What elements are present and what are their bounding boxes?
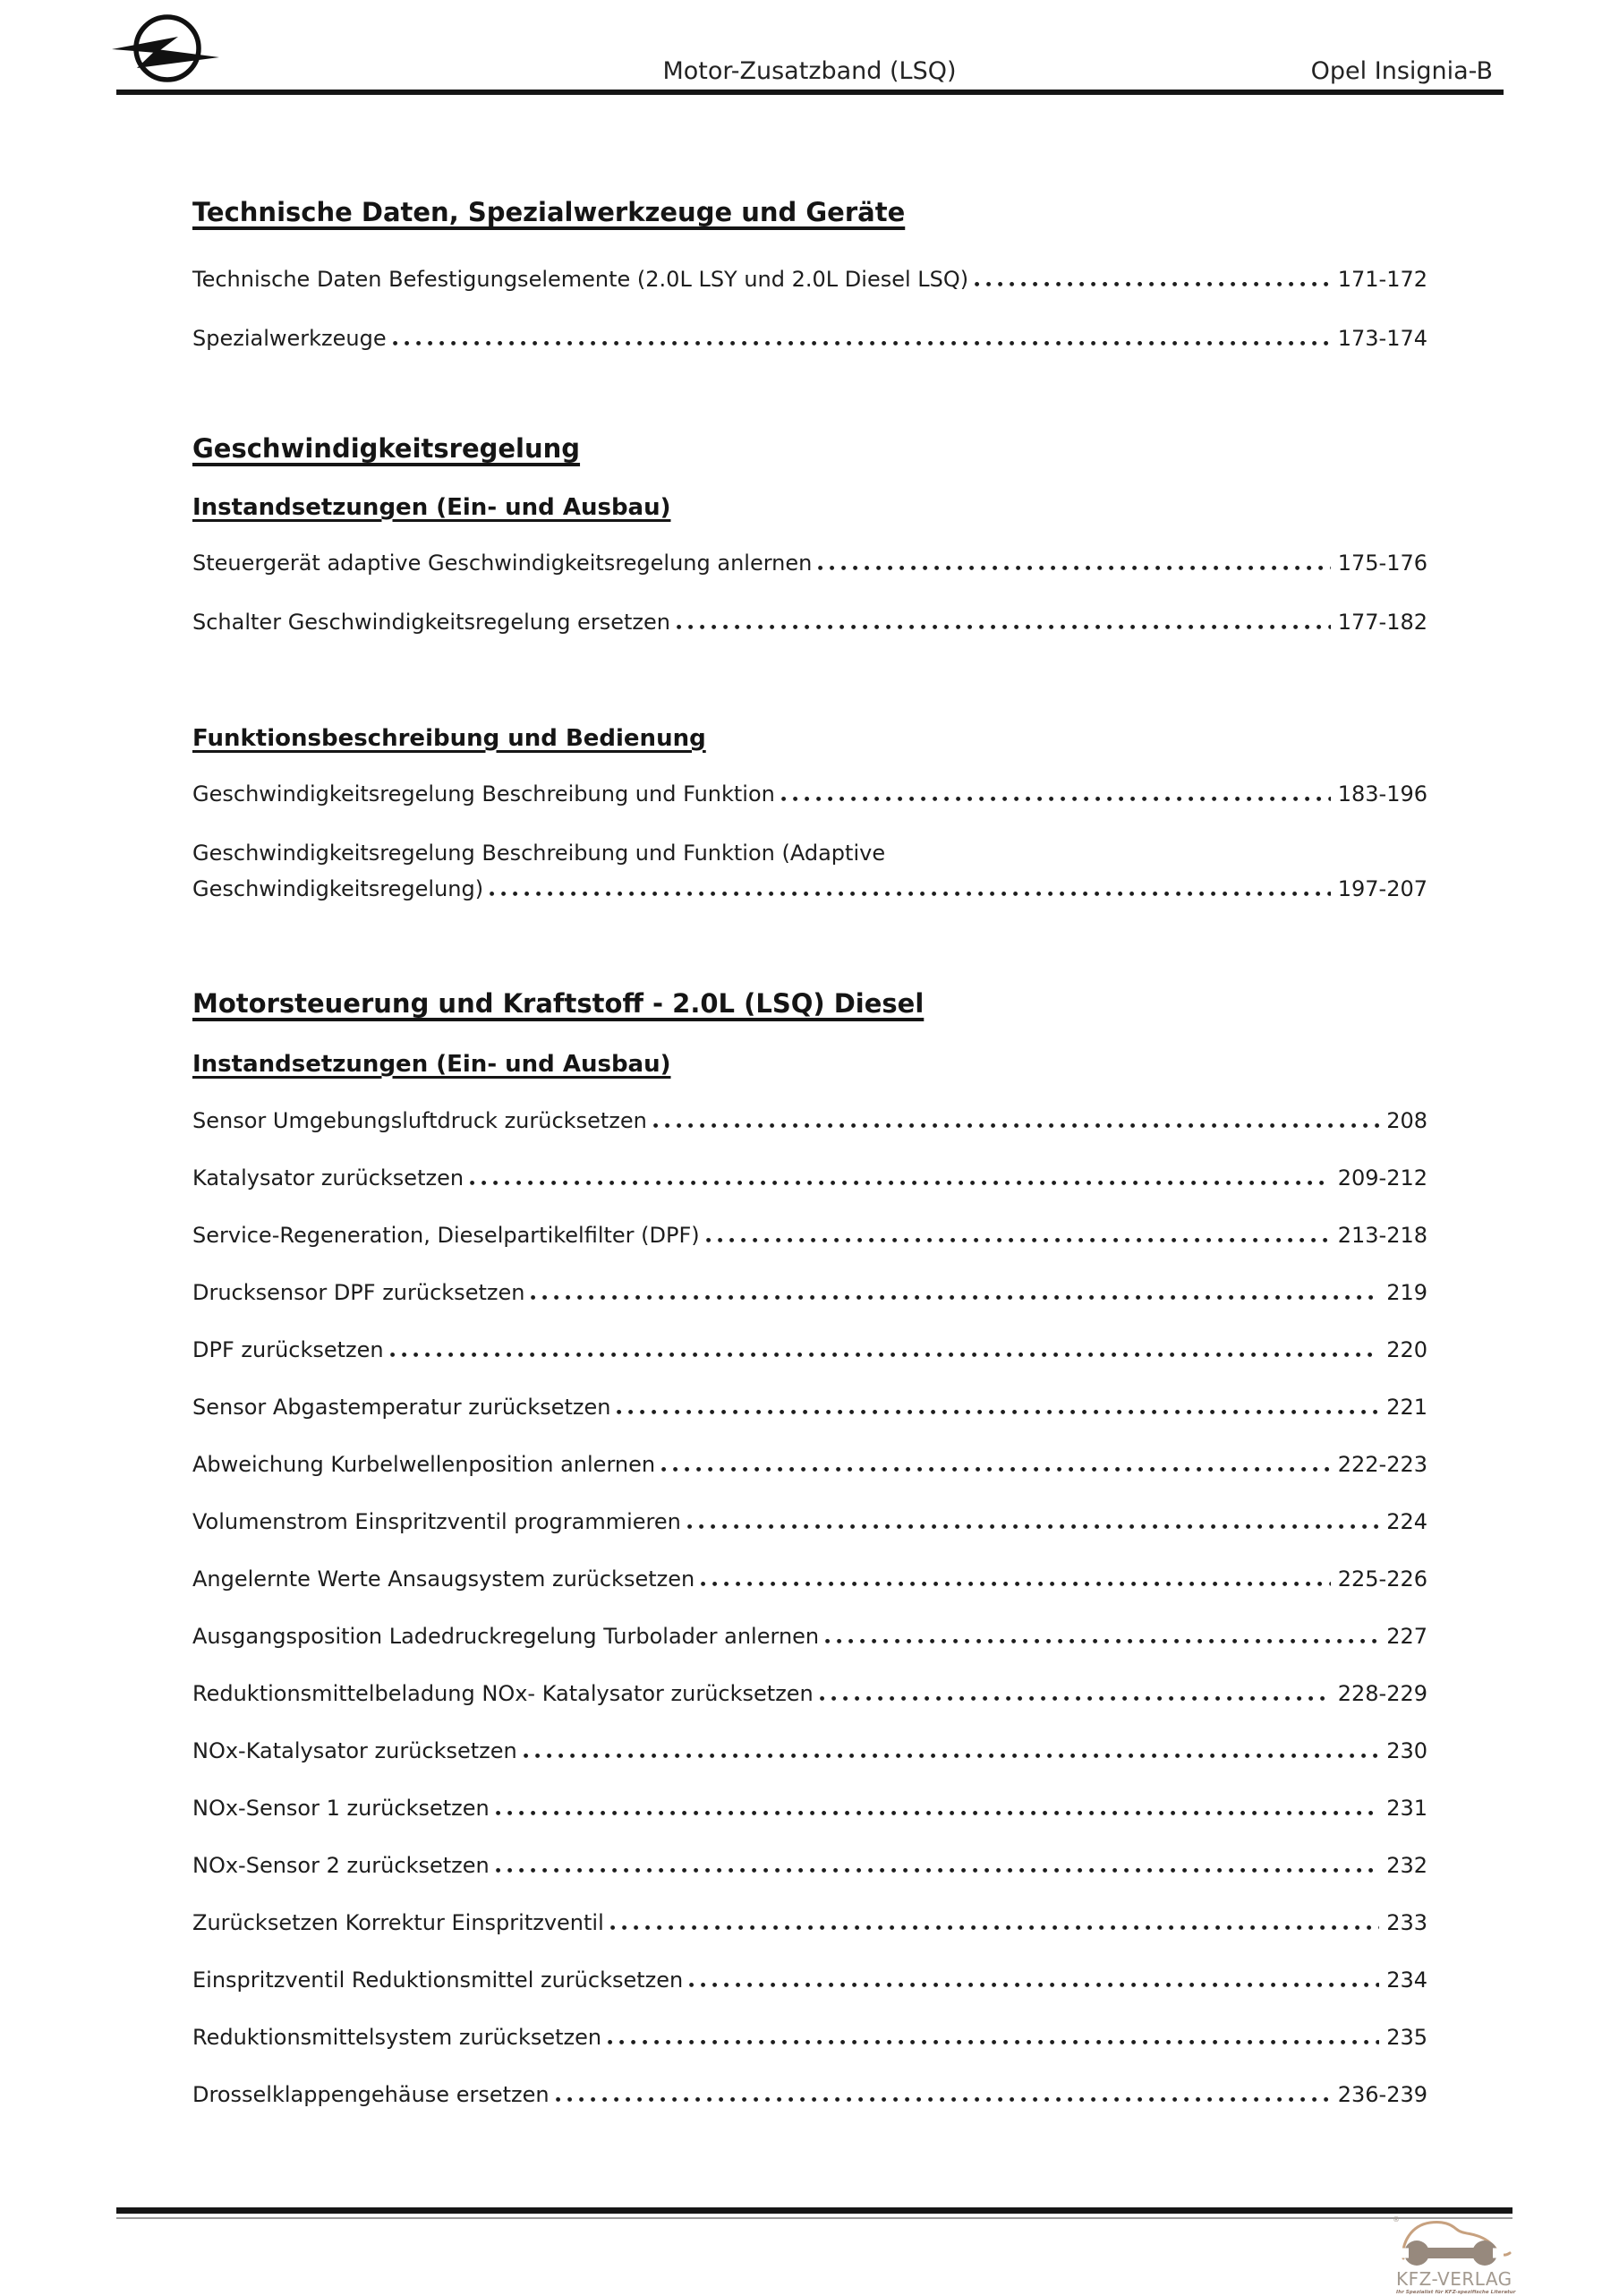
toc-entry-title: Einspritzventil Reduktionsmittel zurücksetzen [192, 1967, 684, 1993]
dot-leader [496, 1868, 1379, 1873]
toc-entry-pages: 235 [1386, 2025, 1427, 2050]
toc-entry-title: Steuergerät adaptive Geschwindigkeitsregelung anlernen [192, 551, 813, 576]
subsection-heading: Instandsetzungen (Ein- und Ausbau) [192, 494, 671, 521]
toc-entry-pages: 183-196 [1337, 781, 1427, 807]
toc-entry [192, 1336, 1427, 1364]
toc-entry-title: Spezialwerkzeuge [192, 326, 387, 351]
toc-entry-pages: 209-212 [1337, 1165, 1427, 1191]
toc-entry-pages: 175-176 [1337, 551, 1427, 576]
toc-entry-title: Abweichung Kurbelwellenposition anlernen [192, 1452, 656, 1477]
toc-entry-title: Reduktionsmittelbeladung NOx- Katalysator zurücksetzen [192, 1681, 814, 1706]
toc-entry-pages: 227 [1386, 1624, 1427, 1649]
dot-leader [818, 566, 1330, 570]
subsection-heading: Instandsetzungen (Ein- und Ausbau) [192, 1051, 671, 1078]
dot-leader [677, 625, 1331, 629]
dot-leader [825, 1639, 1379, 1643]
toc-entry-title: Geschwindigkeitsregelung Beschreibung und Funktion [192, 781, 775, 807]
section-heading: Geschwindigkeitsregelung [192, 433, 581, 464]
toc-entry-title: Technische Daten Befestigungselemente (2.0L LSY und 2.0L Diesel LSQ) [192, 267, 969, 292]
toc-entry-pages: 234 [1386, 1967, 1427, 1993]
toc-entry-pages: 224 [1386, 1509, 1427, 1534]
toc-entry-pages: 220 [1386, 1337, 1427, 1362]
dot-leader [470, 1181, 1331, 1185]
kfz-verlag-logo [1393, 2215, 1516, 2296]
toc-entry [192, 1565, 1427, 1593]
toc-entry-title: Katalysator zurücksetzen [192, 1165, 464, 1191]
toc-entry-title: Sensor Abgastemperatur zurücksetzen [192, 1395, 611, 1420]
header-rule [116, 90, 1504, 95]
toc-entry-title-line1: Geschwindigkeitsregelung Beschreibung und Funktion (Adaptive [192, 841, 886, 866]
toc-entry [192, 549, 1427, 577]
dot-leader [975, 282, 1331, 286]
dot-leader [781, 797, 1331, 801]
toc-entry-title: Reduktionsmittelsystem zurücksetzen [192, 2025, 602, 2050]
toc-entry [192, 839, 1427, 903]
toc-entry-title: Drucksensor DPF zurücksetzen [192, 1280, 525, 1305]
toc-entry [192, 1622, 1427, 1651]
table-of-contents [192, 195, 1427, 2138]
toc-entry-pages: 208 [1386, 1108, 1427, 1133]
dot-leader [689, 1983, 1379, 1987]
toc-entry [192, 1908, 1427, 1937]
toc-entry [192, 2023, 1427, 2052]
toc-entry-pages: 221 [1386, 1395, 1427, 1420]
toc-entry [192, 1966, 1427, 1994]
toc-entry-title: Volumenstrom Einspritzventil programmieren [192, 1509, 681, 1534]
toc-entry [192, 1679, 1427, 1708]
footer-rule [116, 2207, 1512, 2214]
toc-entry [192, 1106, 1427, 1135]
toc-entry [192, 1794, 1427, 1822]
toc-entry-pages: 236-239 [1337, 2082, 1427, 2107]
dot-leader [490, 892, 1331, 896]
toc-entry-title: NOx-Sensor 2 zurücksetzen [192, 1853, 490, 1878]
footer-rule-thin [116, 2217, 1512, 2219]
toc-entry-pages: 233 [1386, 1910, 1427, 1935]
car-wrench-icon [1396, 2217, 1512, 2267]
toc-entry-pages: 232 [1386, 1853, 1427, 1878]
toc-entry [192, 265, 1427, 294]
dot-leader [390, 1353, 1380, 1357]
toc-entry [192, 608, 1427, 636]
toc-entry-pages: 173-174 [1337, 326, 1427, 351]
toc-entry-pages: 197-207 [1337, 876, 1427, 901]
toc-entry [192, 1278, 1427, 1307]
toc-entry-title: Zurücksetzen Korrektur Einspritzventil [192, 1910, 604, 1935]
document-title: Motor-Zusatzband (LSQ) [662, 57, 957, 85]
dot-leader [661, 1467, 1331, 1472]
toc-entry-pages: 177-182 [1337, 610, 1427, 635]
kfz-verlag-wordmark: KFZ-VERLAG [1396, 2268, 1512, 2290]
toc-entry [192, 324, 1427, 353]
dot-leader [531, 1295, 1379, 1300]
toc-entry-title: Drosselklappengehäuse ersetzen [192, 2082, 550, 2107]
toc-entry [192, 1221, 1427, 1250]
toc-entry-pages: 228-229 [1337, 1681, 1427, 1706]
dot-leader [496, 1811, 1379, 1815]
dot-leader [687, 1524, 1379, 1529]
toc-entry-title: Sensor Umgebungsluftdruck zurücksetzen [192, 1108, 647, 1133]
dot-leader [524, 1754, 1379, 1758]
toc-entry-pages: 231 [1386, 1796, 1427, 1821]
toc-entry-title: Schalter Geschwindigkeitsregelung ersetzen [192, 610, 670, 635]
toc-entry [192, 1164, 1427, 1192]
vehicle-model-title: Opel Insignia-B [1310, 57, 1493, 85]
section-heading: Technische Daten, Spezialwerkzeuge und Geräte [192, 197, 906, 227]
toc-entry [192, 2080, 1427, 2109]
section-heading: Motorsteuerung und Kraftstoff - 2.0L (LSQ) Diesel [192, 988, 925, 1019]
toc-entry [192, 1507, 1427, 1536]
toc-entry-title: DPF zurücksetzen [192, 1337, 384, 1362]
kfz-verlag-tagline: Ihr Spezialist für KFZ-spezifische Literatur [1396, 2290, 1516, 2295]
toc-entry [192, 1450, 1427, 1479]
dot-leader [820, 1696, 1331, 1701]
toc-entry [192, 780, 1427, 808]
toc-entry [192, 1737, 1427, 1765]
toc-entry-title: NOx-Katalysator zurücksetzen [192, 1738, 517, 1763]
dot-leader [608, 2040, 1379, 2044]
registered-trademark-icon: ® [1393, 2215, 1400, 2223]
toc-entry [192, 1851, 1427, 1880]
toc-entry-pages: 222-223 [1337, 1452, 1427, 1477]
toc-entry-title: Angelernte Werte Ansaugsystem zurücksetzen [192, 1566, 695, 1592]
toc-entry-pages: 219 [1386, 1280, 1427, 1305]
toc-entry-pages: 230 [1386, 1738, 1427, 1763]
toc-entry-group [192, 1106, 1427, 2109]
dot-leader [701, 1582, 1331, 1586]
subsection-heading: Funktionsbeschreibung und Bedienung [192, 725, 706, 752]
toc-entry-pages: 213-218 [1337, 1223, 1427, 1248]
dot-leader [556, 2097, 1331, 2102]
toc-entry-title: NOx-Sensor 1 zurücksetzen [192, 1796, 490, 1821]
toc-entry-pages: 225-226 [1337, 1566, 1427, 1592]
dot-leader [653, 1123, 1379, 1128]
dot-leader [706, 1238, 1331, 1242]
toc-entry-title-line2: Geschwindigkeitsregelung) [192, 876, 484, 901]
toc-entry-title: Service-Regeneration, Dieselpartikelfilter (DPF) [192, 1223, 700, 1248]
dot-leader [617, 1410, 1379, 1414]
dot-leader [393, 341, 1331, 346]
toc-entry-title: Ausgangsposition Ladedruckregelung Turbolader anlernen [192, 1624, 820, 1649]
toc-entry-pages: 171-172 [1337, 267, 1427, 292]
dot-leader [610, 1925, 1379, 1930]
toc-entry [192, 1393, 1427, 1421]
